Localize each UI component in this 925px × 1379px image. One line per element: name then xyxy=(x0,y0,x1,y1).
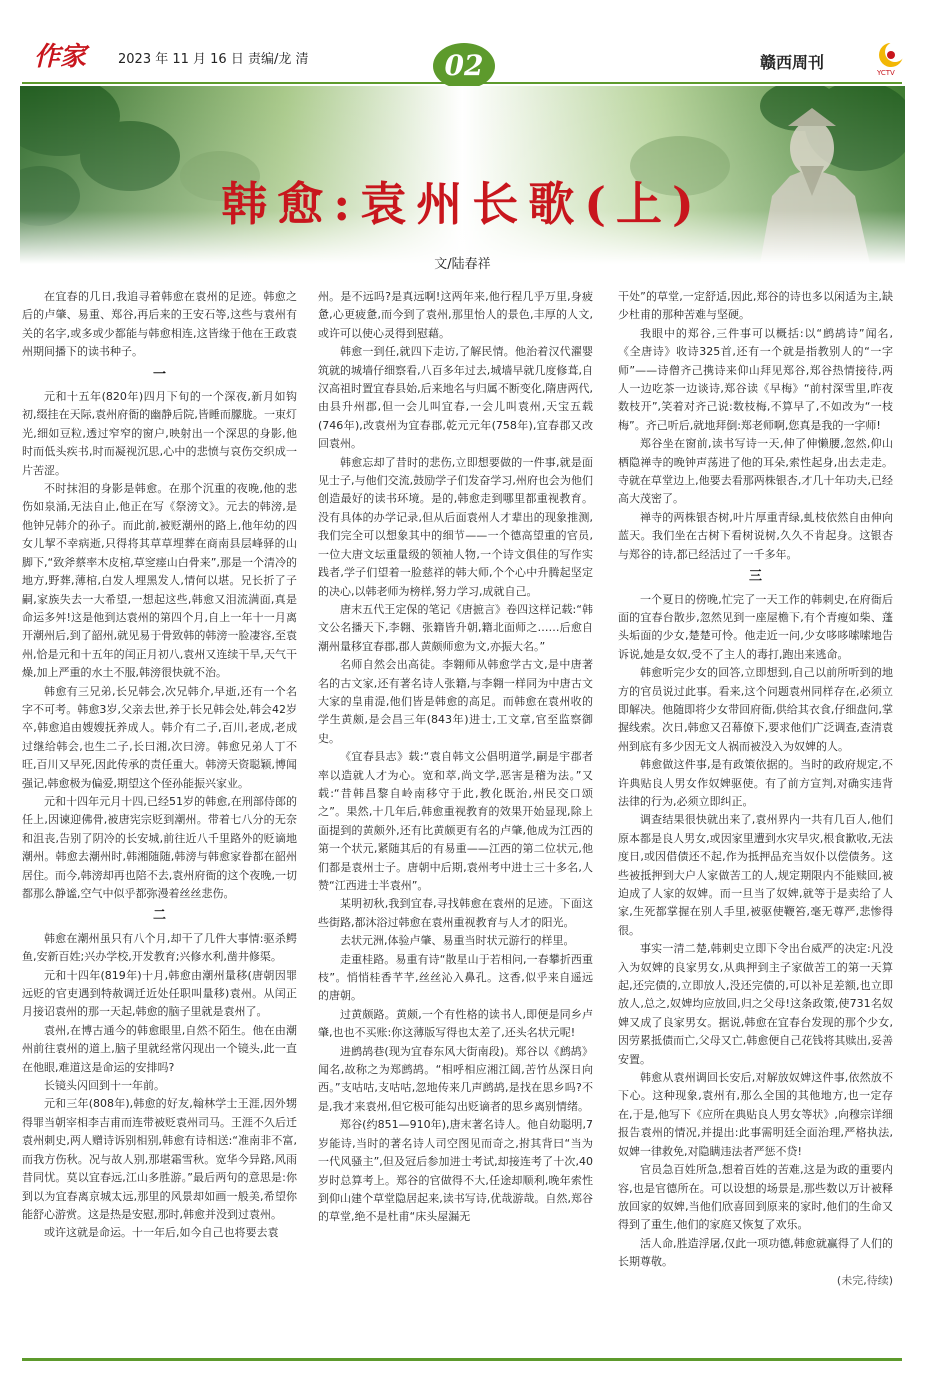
paragraph: 长镜头闪回到十一年前。 xyxy=(44,1079,165,1093)
paragraph: 韩愈忘却了昔时的悲伤,立即想要做的一件事,就是面见士子,与他们交流,鼓励学子们发奋学习,州府也会为他们创造最好的读书环境。是的,韩愈走到哪里都重视教育。没有具体的办学记录,但从后面袁州人才辈出的现象推测,我们完全可以想象其中的细节——一个德高望重的官员,一位大唐文坛重量级的领袖人物,一个诗文俱佳的写作实践者,学子们望着一脸慈祥的韩大师,个个心中升腾起坚定的决心,以韩老师为榜样,努力学习,成就自己。 xyxy=(318,455,593,598)
paragraph: 韩愈听完少女的回答,立即想到,自己以前所听到的地方的官员说过此事。看来,这个问题袁州同样存在,必须立即解决。他随即将少女带回府衙,供给其衣食,仔细盘问,掌握线索。次日,韩愈又召幕僚下,要求他们广泛调查,查清袁州到底有多少因无文人祸而被没入为奴婢的人。 xyxy=(618,666,893,753)
paragraph: 《宜春县志》载:“袁自韩文公倡明道学,嗣是宇郡者率以造就人才为心。宽和萃,尚文学,恶害是稽为法。”又载:“昔韩昌黎自岭南移守于此,教化既治,州民交口颂之”。果然,十几年后,韩愈重视教育的效果开始显现,除上面提到的黄颇外,还有比黄颇更有名的卢肇,他成为江西的第一个状元,紧随其后的有易重——江西的第二位状元,他们都是袁州士子。唐朝中后期,袁州考中进士三十多名,人赞“江西进士半袁州”。 xyxy=(318,750,593,892)
section-heading: 三 xyxy=(748,569,762,585)
paragraph: 元和三年(808年),韩愈的好友,翰林学士王涯,因外甥得罪当朝宰相李吉甫而连带被贬袁州司马。王涯不久后迁袁州刺史,两人赠诗诉别相别,韩愈有诗相送:“准南非不富,而我方伤秋。况与故人别,那堪霜雪秋。宽华今异路,风雨昔同忧。莫以宜春远,江山多胜游。”最后两句的意思是:你到以为宜春离京城太远,那里的风景却如画一般美,希望你能舒心游赏。这是热是安慰,那时,韩愈并没到过袁州。 xyxy=(22,1097,297,1221)
paragraph: 郑谷(约851—910年),唐末著名诗人。他自幼聪明,7岁能诗,当时的著名诗人司空图见而奇之,拊其背曰“当为一代风骚主”,但及冠后参加进士考试,却接连考了十次,40岁时总算考上。郑谷的官做得不大,任途却顺利,晚年索性到仰山建个草堂隐居起来,读书写诗,优哉游哉。自然,郑谷的草堂,绝不是杜甫“床头屋漏无 xyxy=(318,1118,593,1224)
paragraph: 某明初秋,我到宜春,寻找韩愈在袁州的足迹。下面这些街路,都沐浴过韩愈在袁州重视教育与人才的阳光。 xyxy=(318,897,593,929)
paragraph: 禅寺的两株银杏树,叶片厚重青绿,虬枝依然自由伸向蓝天。我们坐在古树下看树说树,久久不肯起身。这银杏与郑谷的诗,都已经活过了一千多年。 xyxy=(618,510,893,561)
header-rule xyxy=(22,82,902,84)
paragraph: 或许这就是命运。十一年后,如今自己也将要去袁 xyxy=(44,1226,279,1240)
station-logo-text: YCTV xyxy=(877,69,895,77)
to-be-continued-note: (未完,待续) xyxy=(836,1273,893,1287)
paragraph: 调查结果很快就出来了,袁州界内一共有几百人,他们原本都是良人男女,或因家里遭到水灾旱灾,根食歉收,无法度日,或因借债还不起,作为抵押品充当奴仆以偿债务。这些被抵押到大户人家做苦工的人,规定期限内不能赎回,被迫成了人家的奴婢。而一旦当了奴婢,就等于是卖给了人家,生死都掌握在别人手里,被驱使鞭笞,毫无尊严,悲惨得很。 xyxy=(618,813,893,937)
paragraph: 在宜春的几日,我追寻着韩愈在袁州的足迹。韩愈之后的卢肇、易重、郑谷,再后来的王安石等,这些与袁州有关的名字,或多或少都能与韩愈相连,这皆缘于他在王政袁州期间播下的读书种子。 xyxy=(22,290,297,359)
station-logo-icon xyxy=(876,40,906,70)
date-editor-line: 2023 年 11 月 16 日 责编/龙 清 xyxy=(118,52,309,67)
paragraph: 州。是不远吗?是真远啊!这两年来,他行程几乎万里,身疲惫,心更疲惫,而今到了袁州,那里怡人的景色,丰厚的人文,或许可以使心灵得到慰藉。 xyxy=(318,290,593,340)
paragraph: 官员急百姓所急,想着百姓的苦难,这是为政的重要内容,也是官德所在。可以设想的场景是,那些数以万计被释放回家的奴婢,当他们欣喜回到原来的家时,他们的生命又得到了重生,他们的家庭又恢复了欢乐。 xyxy=(618,1163,893,1232)
section-logo: 作家 xyxy=(34,42,87,72)
section-heading: 二 xyxy=(152,908,166,924)
paragraph: 进鹧鸪巷(现为宜春东风大街南段)。郑谷以《鹧鸪》闻名,故称之为郑鹧鸪。“相呼相应湘江阔,苦竹丛深日向西。”支咕咕,支咕咕,忽地传来几声鹧鸪,是找在思乡吗?不是,我才来袁州,但它极可能勾出贬谪者的思乡离别情绪。 xyxy=(318,1044,593,1113)
paragraph: 元和十五年(820年)四月下旬的一个深夜,新月如钩初,缀挂在天际,袁州府衙的幽静后院,皆睡而朦胧。一束灯光,细如豆粒,透过窄窄的窗户,映射出一个深思的身影,他时而低头疾书,时而凝视沉思,心中的悲愤与哀伤交织成一片苦涩。 xyxy=(22,390,297,477)
paragraph: 韩愈从袁州调回长安后,对解放奴婢这件事,依然放不下心。这种现象,袁州有,那么全国的其他地方,也一定存在,于是,他写下《应所在典贴良人男女等状》,向穆宗详细报告袁州的情况,并提出:此事需明廷全面治理,严格执法,奴婢一律救免,对隐瞒违法者严惩不贷! xyxy=(618,1071,893,1158)
paragraph: 袁州,在博古通今的韩愈眼里,自然不陌生。他在由潮州前往袁州的道上,脑子里就经常闪现出一个镜头,此一直在他眼,难道这是命运的安排吗? xyxy=(22,1023,297,1074)
paragraph: 唐末五代王定保的笔记《唐摭言》卷四这样记载:“韩文公名播天下,李翱、张籍皆升朝,籍北面师之……后愈自潮州量移宜春郡,郡人黄颇师愈为文,亦振大名。” xyxy=(318,602,593,653)
article-title: 韩愈:袁州长歌(上) xyxy=(221,177,704,231)
paragraph: 不时抹泪的身影是韩愈。在那个沉重的夜晚,他的悲伤如泉涌,无法自止,他正在写《祭滂文》。元去的韩滂,是他钟兄韩介的孙子。而此前,被贬潮州的路上,他年幼的四女儿挈不幸病逝,只得将其草草埋葬在商南县层峰驿的山脚下,“致斧蔡率木皮棺,草窆瘗山白骨来”,那是一个清冷的地方,野葬,薄棺,白发人埋黑发人,情何以堪。兄长折了子嗣,家族失去一大希望,一想起这些,韩愈又泪流满面,真是命运多舛!这是他到达袁州的第四个月,自上一年十一月离开潮州后,到了韶州,就见易于骨致韩的韩滂一脸凄容,至袁州,恰是元和十五年的闰正月初八,袁州又连续干旱,天气干燥,加上严重的水土不服,韩滂很快就不治。 xyxy=(22,482,297,680)
paragraph: 韩愈在潮州虽只有八个月,却干了几件大事情:驱杀鳄鱼,安新百姓;兴办学校,开发教育;兴修水利,凿井修渠。 xyxy=(22,931,297,964)
paragraph: 元和十四年元月十四,已经51岁的韩愈,在刑部侍郎的任上,因谏迎佛骨,被唐宪宗贬到潮州。带着七八分的无奈和沮丧,告别了阴冷的长安城,前往近八千里路外的贬谪地潮州。韩愈去潮州时,韩湘随随,韩滂与韩愈家眷都在韶州居住。而今,韩滂却再也陪不去,袁州府衙的这个夜晚,一切都那么静谧,空气中似乎都弥漫着丝丝悲伤。 xyxy=(22,794,297,900)
page-number-badge: 02 xyxy=(433,43,495,89)
paragraph: 一个夏日的傍晚,忙完了一天工作的韩刺史,在府衙后面的宜春台散步,忽然见到一座屋檐下,有个青瘦如柴、蓬头垢面的少女,楚楚可怜。他走近一问,少女哆哆嗦嗦地告诉说,她是女奴,受不了主人的毒打,跑出来逃命。 xyxy=(618,592,893,661)
article-column-1 xyxy=(22,288,297,1243)
article-byline: 文/陆春祥 xyxy=(434,257,491,272)
paragraph: 事实一清二楚,韩刺史立即下令出台威严的决定:凡没入为奴婢的良家男女,从典押到主子家做苦工的第一天算起,还完债的,立即放人,没还完债的,可以补足差额,也立即放人,总之,奴婢均应放回,归之父母!这条政策,使731名奴婢又成了良家男女。据说,韩愈在宜春台发现的那个少女,因劳累抵债而亡,父母又亡,韩愈便自己花钱将其赎出,妥善安置。 xyxy=(618,942,893,1066)
section-heading: 一 xyxy=(152,366,166,382)
paragraph: 名师自然会出高徒。李翱师从韩愈学古文,是中唐著名的古文家,还有著名诗人张籍,与李翱一样同为中唐古文大家的皇甫湜,他们皆是韩愈的高足。而韩愈在袁州收的学生黄颇,是会昌三年(843年)进士,工文章,官至监察御史。 xyxy=(318,658,593,745)
paragraph: 去状元洲,体验卢肇、易重当时状元游行的样里。 xyxy=(340,934,575,948)
paper-name: 赣西周刊 xyxy=(760,53,825,72)
paragraph: 过黄颇路。黄颇,一个有性格的读书人,即便是同乡卢肇,也也不买账:你这薄版写得也太差了,还头名状元呢! xyxy=(318,1007,593,1040)
paragraph: 韩愈一到任,就四下走访,了解民情。他治着汉代濯婴筑就的城墙仔细察看,八百多年过去,城墙早就几度修葺,自汉高祖时置宜春县始,后来地名与归属不断变化,隋唐两代,由县升州郡,但一会儿叫宜春,一会儿叫袁州,天宝五载(746年),改袁州为宜春郡,乾元元年(758年),宜春郡又改回袁州。 xyxy=(318,345,593,451)
paragraph: 韩愈做这件事,是有政策依据的。当时的政府规定,不许典贴良人男女作奴婢驱使。有了前方宣判,对确实违背法律的行为,必须立即纠正。 xyxy=(618,758,893,808)
page-header xyxy=(0,0,925,82)
paragraph: 元和十四年(819年)十月,韩愈由潮州量移(唐朝因罪远贬的官吏遇到特赦调迁近处任职叫量移)袁州。从闰正月接诏袁州的那一天起,韩愈的脑子里就是袁州了。 xyxy=(22,968,297,1019)
paragraph: 干处”的草堂,一定舒适,因此,郑谷的诗也多以闲适为主,缺少杜甫的那种苦难与坚硬。 xyxy=(618,290,893,322)
footer-rule xyxy=(22,1358,902,1361)
paragraph: 活人命,胜造浮屠,仅此一项功德,韩愈就赢得了人们的长期尊敬。 xyxy=(618,1236,893,1269)
paragraph: 走重桂路。易重有诗“散星山于若相问,一春攀折西重枝”。悄悄桂香芊芊,丝丝沁入鼻孔。这香,似乎来自遥远的唐朝。 xyxy=(318,952,593,1003)
article-column-2 xyxy=(318,288,593,1227)
paragraph: 郑谷坐在窗前,读书写诗一天,伸了伸懒腰,忽然,仰山栖隐禅寺的晚钟声荡进了他的耳朵,索性起身,出去走走。寺就在草堂边上,他要去看那两株银杏,才几十年功夫,已经高大茂密了。 xyxy=(618,437,893,506)
paragraph: 我眼中的郑谷,三件事可以概括:以“鹧鸪诗”闻名,《全唐诗》收诗325首,还有一个就是指教别人的“一字师”——诗僧齐己携诗来仰山拜见郑谷,郑谷热情接待,两人一边吃茶一边谈诗,郑谷读《早梅》“前村深雪里,昨夜数枝开”,笑着对齐己说:数枝梅,不算早了,不如改为“一枝梅”。齐己听后,就地拜倒:郑老师啊,您真是我的一字师! xyxy=(618,326,893,432)
article-column-3 xyxy=(618,288,893,1290)
paragraph: 韩愈有三兄弟,长兄韩会,次兄韩介,早逝,还有一个名字不可考。韩愈3岁,父亲去世,养于长兄韩会处,韩会42岁卒,韩愈追由嫂嫂抚养成人。韩介有二子,百川,老成,老成过继给韩会,也生二子,长曰湘,次曰滂。韩愈兄弟人丁不旺,百川又早死,因此传承的责任重大。韩滂天资聪颖,博闻强记,韩愈极为偏爱,期望这个侄孙能振兴家业。 xyxy=(22,684,297,790)
